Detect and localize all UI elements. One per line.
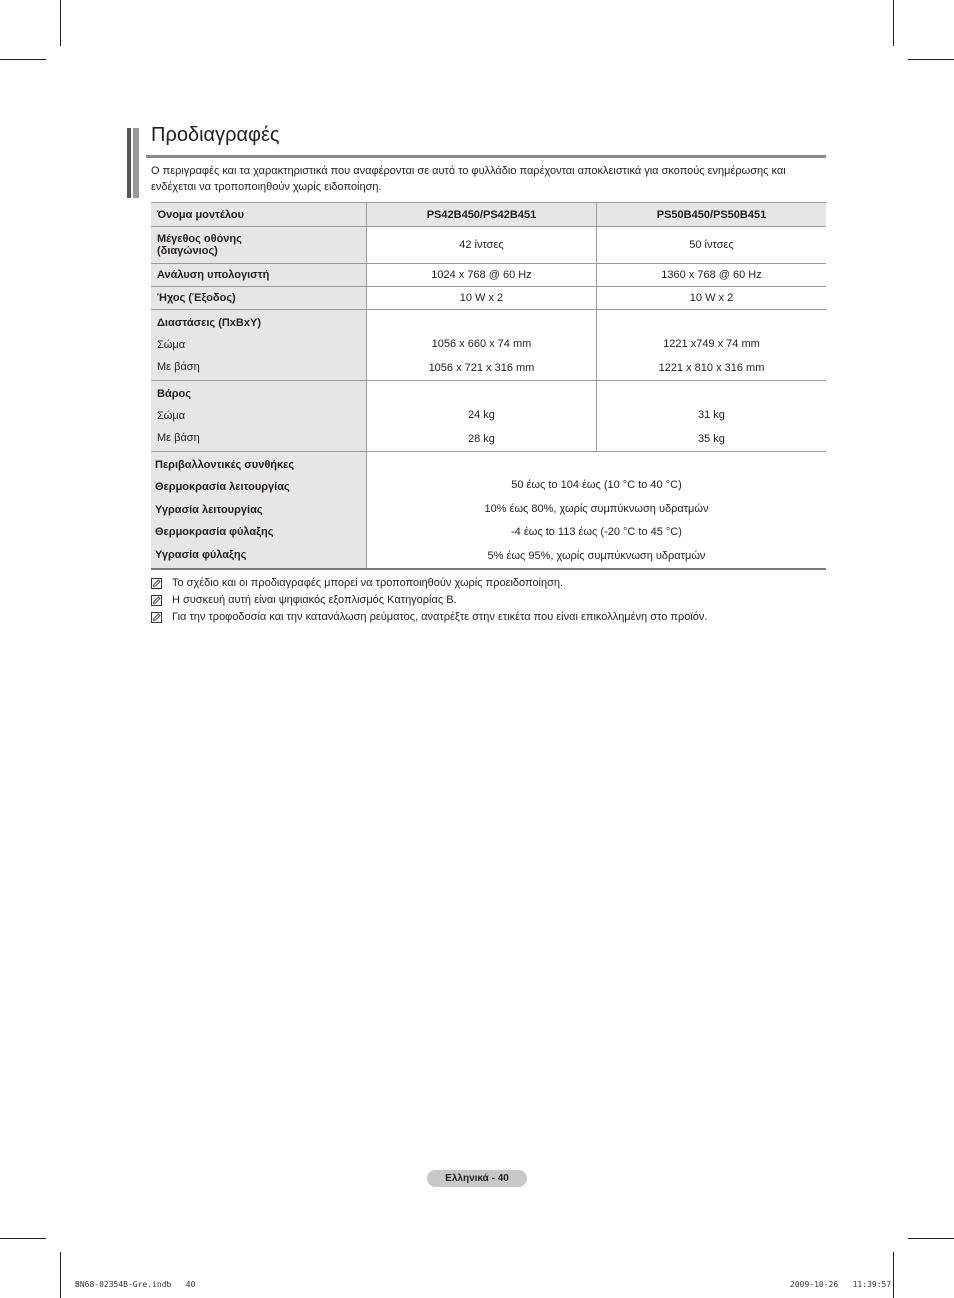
screen-size-value-1: 42 ίντσες	[366, 227, 596, 264]
note-text: Για την τροφοδοσία και την κατανάλωση ρεύματος, ανατρέξτε στην ετικέτα που είναι επικολλημένη στο προϊόν.	[172, 611, 708, 623]
page-title: Προδιαγραφές	[151, 124, 280, 146]
dimensions-title: Διαστάσεις (ΠxΒxΥ)	[157, 317, 261, 329]
note-text: Η συσκευή αυτή είναι ψηφιακός εξοπλισμός Κατηγορίας B.	[172, 594, 457, 606]
dimensions-body-2: 1221 x749 x 74 mm	[663, 338, 760, 350]
dimensions-stand-1: 1056 x 721 x 316 mm	[428, 362, 535, 374]
crop-mark	[893, 1252, 894, 1298]
header-model-2: PS50B450/PS50B451	[596, 203, 826, 227]
weight-title: Βάρος	[157, 388, 191, 400]
weight-stand-1: 28 kg	[468, 433, 495, 445]
dimensions-body-1: 1056 x 660 x 74 mm	[431, 338, 532, 350]
header-model-1: PS42B450/PS42B451	[366, 203, 596, 227]
screen-size-label-line2: (διαγώνιος)	[157, 245, 218, 257]
crop-mark	[908, 59, 954, 60]
page-number-badge: Ελληνικά - 40	[427, 1170, 527, 1187]
crop-mark	[60, 1252, 61, 1298]
table-row-weight	[151, 381, 826, 452]
environment-title: Περιβαλλοντικές συνθήκες	[155, 458, 295, 471]
storage-humidity-label: Υγρασία φύλαξης	[155, 548, 247, 561]
table-row-screen-size	[151, 227, 826, 264]
screen-size-label	[151, 227, 366, 264]
dimensions-body-label: Σώμα	[157, 339, 186, 351]
environment-values	[366, 452, 826, 570]
dimensions-value-2	[596, 310, 826, 381]
crop-mark	[0, 1238, 46, 1239]
resolution-value-2: 1360 x 768 @ 60 Hz	[596, 264, 826, 287]
sound-value-2: 10 W x 2	[596, 287, 826, 310]
op-temp-value: 50 έως to 104 έως (10 °C to 40 °C)	[511, 479, 682, 491]
op-humidity-label: Υγρασία λειτουργίας	[155, 503, 263, 516]
list-item	[151, 575, 707, 592]
note-pencil-icon	[151, 578, 162, 589]
dimensions-stand-label: Με βάση	[157, 361, 200, 373]
note-pencil-icon	[151, 612, 162, 623]
crop-mark	[908, 1238, 954, 1239]
title-rule	[146, 155, 826, 158]
weight-body-2: 31 kg	[698, 409, 725, 421]
footer-file-info: BN68-02354B-Gre.indb 40	[75, 1280, 196, 1289]
weight-stand-label: Με βάση	[157, 432, 200, 444]
dimensions-label	[151, 310, 366, 381]
resolution-value-1: 1024 x 768 @ 60 Hz	[366, 264, 596, 287]
header-label: Όνομα μοντέλου	[151, 203, 366, 227]
intro-text: Ο περιγραφές και τα χαρακτηριστικά που αναφέρονται σε αυτό το φυλλάδιο παρέχονται αποκλειστικά για σκοπούς ενημέρωσης και ενδέχεται να τροποποιηθούν χωρίς ειδοποίηση.	[151, 165, 786, 193]
sound-value-1: 10 W x 2	[366, 287, 596, 310]
weight-label	[151, 381, 366, 452]
storage-temp-value: -4 έως to 113 έως (-20 °C to 45 °C)	[511, 526, 682, 538]
dimensions-value-1	[366, 310, 596, 381]
screen-size-label-line1: Μέγεθος οθόνης	[157, 233, 242, 245]
weight-stand-2: 35 kg	[698, 433, 725, 445]
screen-size-value-2: 50 ίντσες	[596, 227, 826, 264]
sound-label: Ήχος (Έξοδος)	[151, 287, 366, 310]
list-item	[151, 592, 707, 609]
table-row-sound	[151, 287, 826, 310]
weight-value-1	[366, 381, 596, 452]
spec-table	[151, 202, 826, 570]
table-row-resolution	[151, 264, 826, 287]
op-humidity-value: 10% έως 80%, χωρίς συμπύκνωση υδρατμών	[484, 502, 709, 515]
table-row-environment	[151, 452, 826, 570]
op-temp-label: Θερμοκρασία λειτουργίας	[155, 481, 290, 494]
table-row-dimensions	[151, 310, 826, 381]
resolution-label: Ανάλυση υπολογιστή	[151, 264, 366, 287]
table-row-header	[151, 203, 826, 227]
note-text: Το σχέδιο και οι προδιαγραφές μπορεί να τροποποιηθούν χωρίς προειδοποίηση.	[172, 577, 564, 589]
crop-mark	[60, 0, 61, 46]
storage-temp-label: Θερμοκρασία φύλαξης	[155, 526, 274, 539]
note-pencil-icon	[151, 595, 162, 606]
environment-label	[151, 452, 366, 570]
weight-body-1: 24 kg	[468, 409, 495, 421]
storage-humidity-value: 5% έως 95%, χωρίς συμπύκνωση υδρατμών	[487, 549, 706, 562]
list-item	[151, 609, 707, 626]
footer-timestamp: 2009-10-26 11:39:57	[790, 1280, 892, 1289]
crop-mark	[893, 0, 894, 46]
weight-body-label: Σώμα	[157, 410, 186, 422]
dimensions-stand-2: 1221 x 810 x 316 mm	[658, 362, 765, 374]
notes-list	[151, 575, 707, 626]
crop-mark	[0, 59, 46, 60]
weight-value-2	[596, 381, 826, 452]
title-accent-bar	[127, 128, 139, 198]
